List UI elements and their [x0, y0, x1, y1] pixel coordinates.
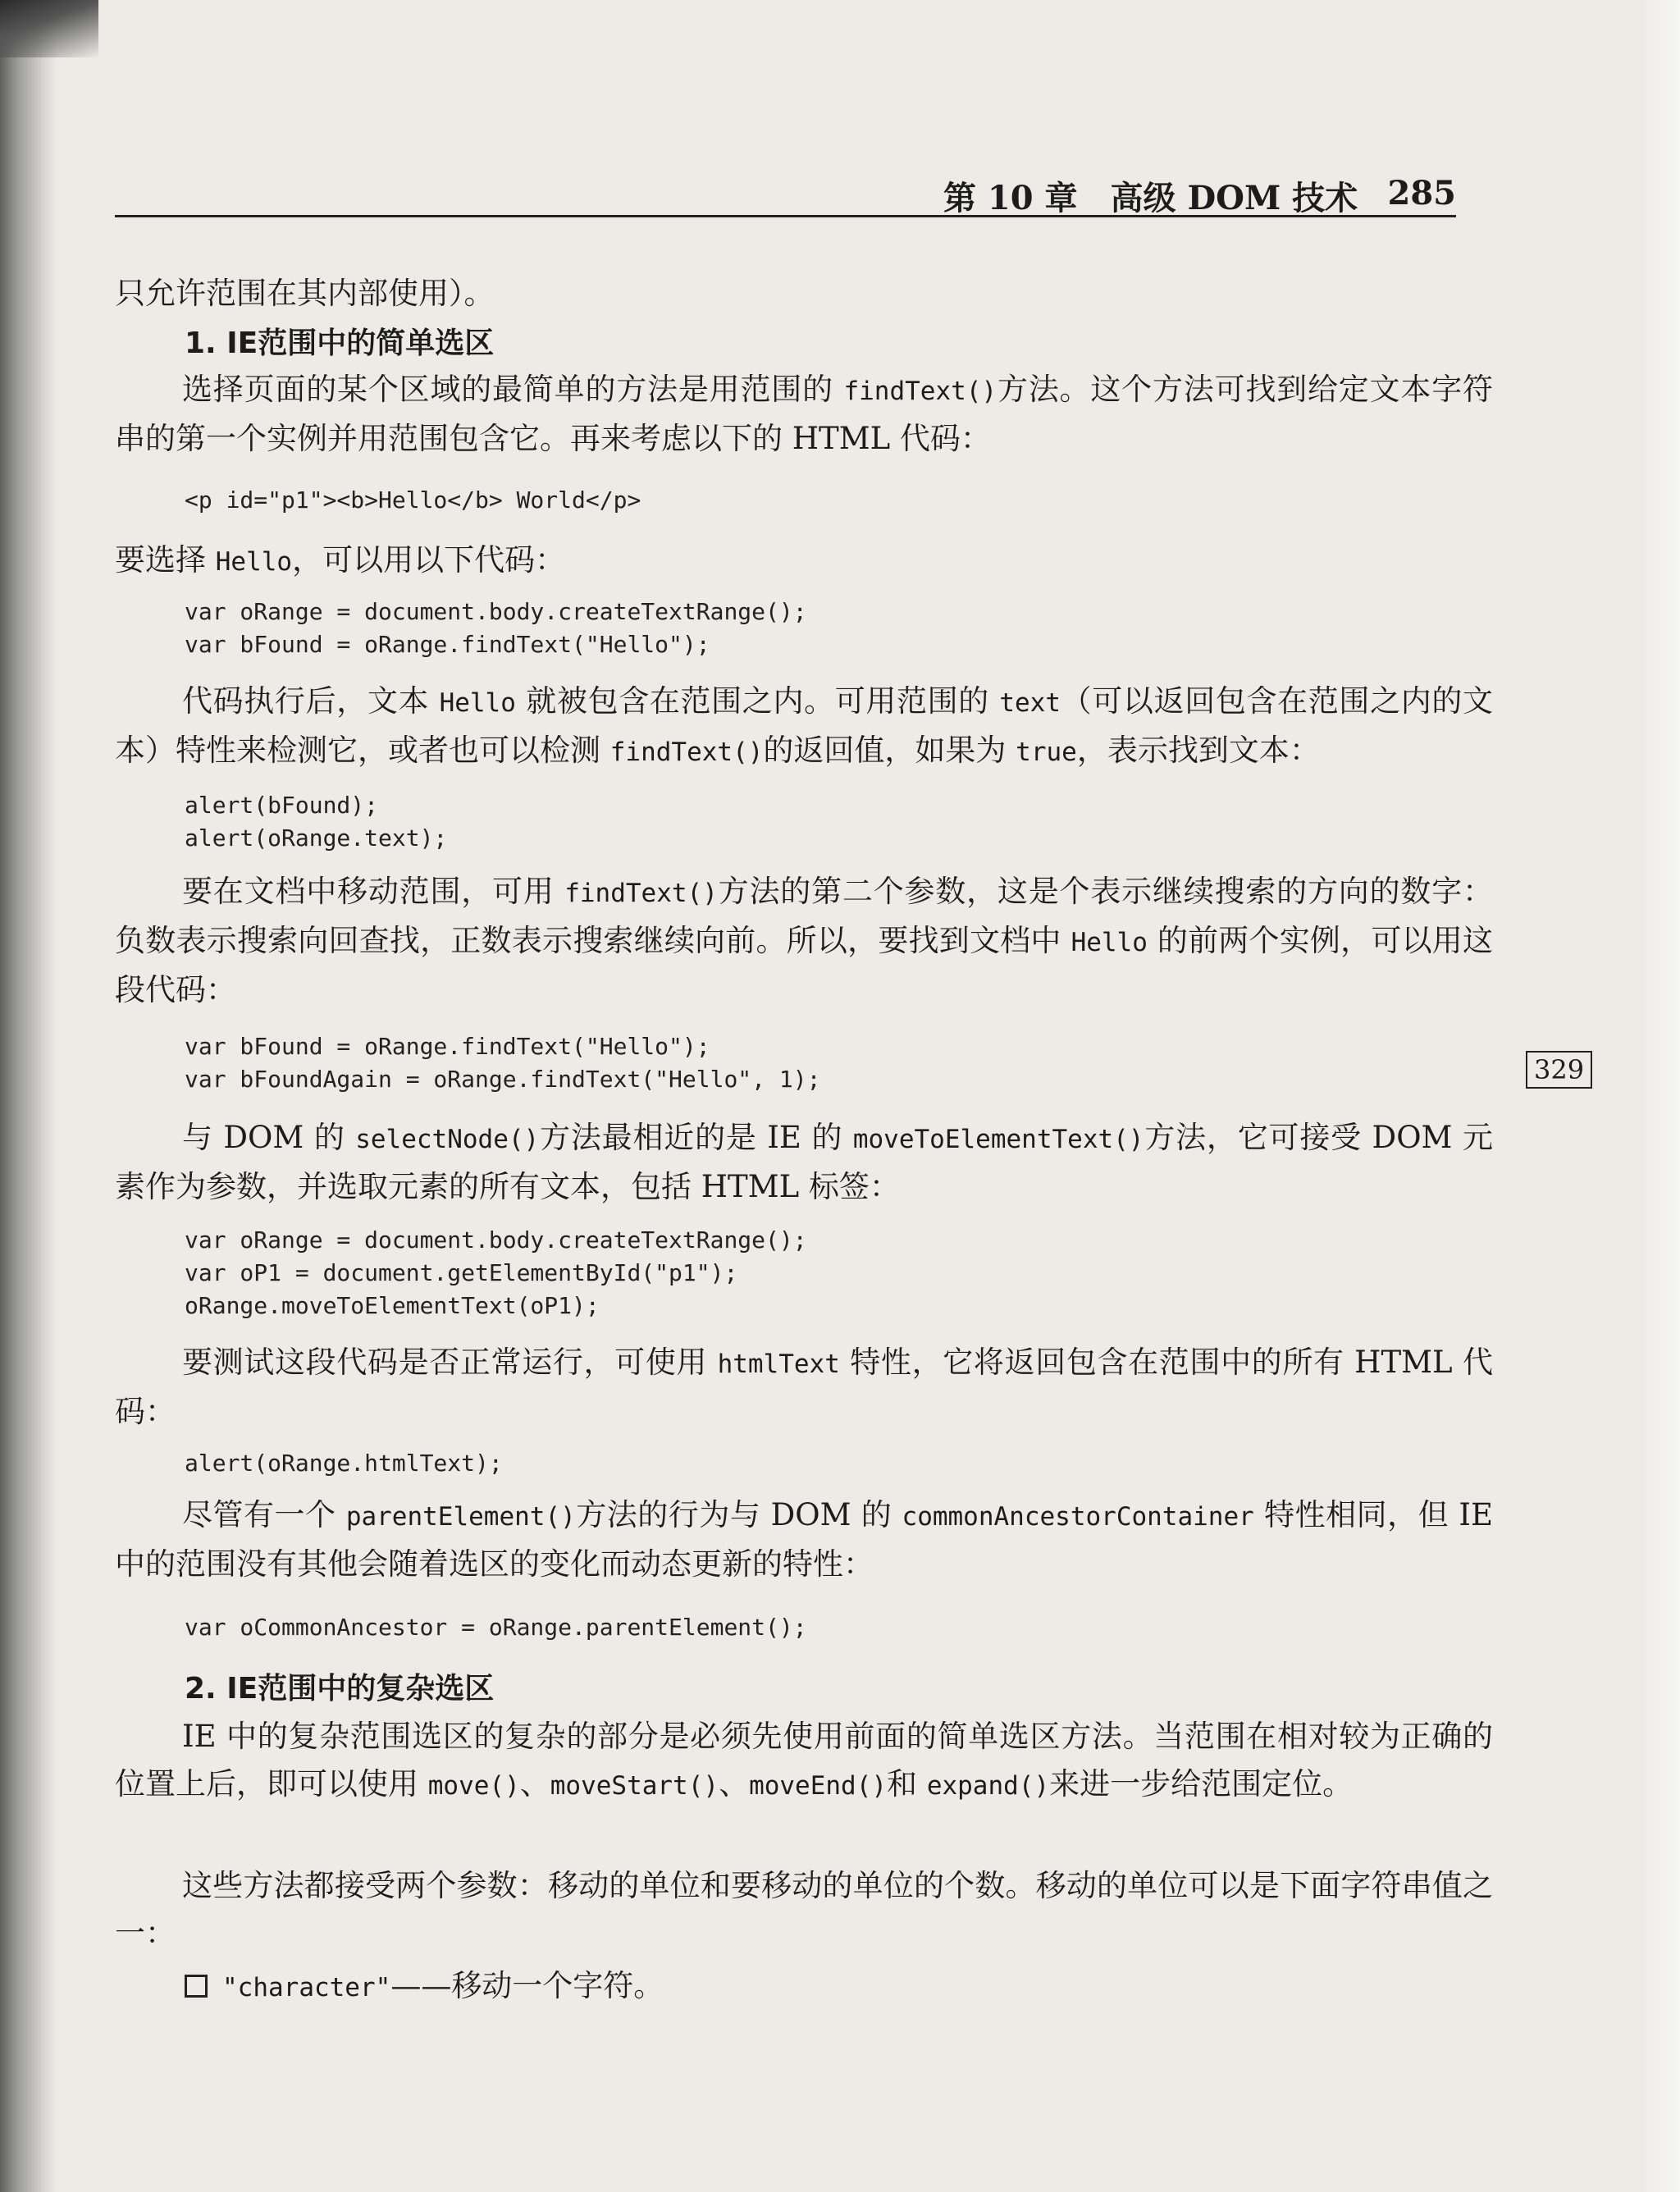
- book-spine-shadow: [0, 0, 57, 2192]
- code-block-alert-htmltext: alert(oRange.htmlText);: [185, 1450, 503, 1477]
- code-block-html: <p id="p1"><b>Hello</b> World</p>: [185, 486, 641, 514]
- paragraph-text-property: 代码执行后，文本 Hello 就被包含在范围之内。可用范围的 text（可以返回包含在范围之内的文本）特性来检测它，或者也可以检测 findText()的返回值，如果为 true，表示找到文本：: [115, 683, 1494, 768]
- paragraph-movetoelementtext: 与 DOM 的 selectNode()方法最相近的是 IE 的 moveToElementText()方法，它可接受 DOM 元素作为参数，并选取元素的所有文本，包括 HTML 标签：: [115, 1120, 1493, 1204]
- running-header: [115, 164, 1456, 217]
- paragraph-move-units: 这些方法都接受两个参数：移动的单位和要移动的单位的个数。移动的单位可以是下面字符串值之一：: [115, 1868, 1493, 1951]
- paragraph-second-argument: 要在文档中移动范围，可用 findText()方法的第二个参数，这是个表示继续搜索的方向的数字：负数表示搜索向回查找，正数表示搜索继续向前。所以，要找到文档中 Hello 的前两个实例，可以用这段代码：: [115, 874, 1494, 1007]
- checkbox-bullet-icon: [185, 1975, 208, 1998]
- paragraph-complex-selection: IE 中的复杂范围选区的复杂的部分是必须先使用前面的简单选区方法。当范围在相对较为正确的位置上后，即可以使用 move()、moveStart()、moveEnd()和 expand()来进一步给范围定位。: [115, 1719, 1493, 1802]
- page-corner-shadow: [0, 0, 98, 57]
- section-heading-complex-selection: 2. IE范围中的复杂选区: [185, 1672, 495, 1706]
- paragraph-parentelement: 尽管有一个 parentElement()方法的行为与 DOM 的 commonAncestorContainer 特性相同，但 IE 中的范围没有其他会随着选区的变化而动态更新的特性：: [115, 1497, 1493, 1582]
- paragraph-select-hello: 要选择 Hello，可以用以下代码：: [115, 542, 566, 578]
- chapter-title: 第 10 章 高级 DOM 技术: [943, 179, 1358, 217]
- code-block-alert: alert(bFound); alert(oRange.text);: [185, 792, 448, 852]
- paragraph-continued: 只允许范围在其内部使用）。: [115, 276, 495, 311]
- page-right-edge: [1639, 0, 1680, 2192]
- code-block-getelementbyid: var oRange = document.body.createTextRange(); var oP1 = document.getElementById("p1"); oRange.moveToElementText(oP1);: [185, 1226, 807, 1319]
- code-block-findtext-twice: var bFound = oRange.findText("Hello"); var bFoundAgain = oRange.findText("Hello", 1);: [185, 1033, 821, 1093]
- code-block-createtextrange: var oRange = document.body.createTextRange(); var bFound = oRange.findText("Hello");: [185, 598, 807, 658]
- list-item: "character"——移动一个字符。: [185, 1961, 664, 2005]
- section-heading-simple-selection: 1. IE范围中的简单选区: [185, 327, 495, 360]
- paragraph-htmltext: 要测试这段代码是否正常运行，可使用 htmlText 特性，它将返回包含在范围中的所有 HTML 代码：: [115, 1345, 1494, 1429]
- paragraph-findtext-intro: 选择页面的某个区域的最简单的方法是用范围的 findText()方法。这个方法可找到给定文本字符串的第一个实例并用范围包含它。再来考虑以下的 HTML 代码：: [115, 372, 1494, 456]
- original-page-marker: 329: [1526, 1051, 1592, 1089]
- page-number: 285: [1387, 174, 1456, 212]
- code-block-parentelement: var oCommonAncestor = oRange.parentElement();: [185, 1614, 807, 1641]
